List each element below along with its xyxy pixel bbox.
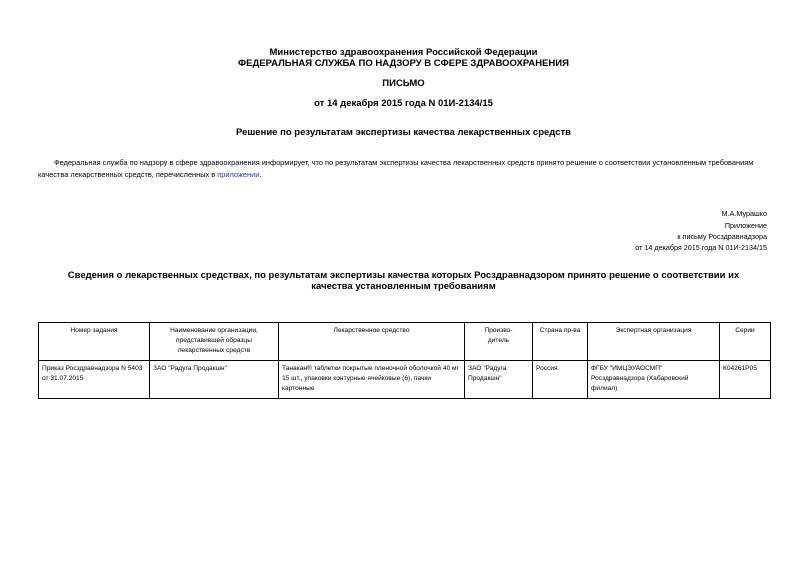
document-date: от 14 декабря 2015 года N 01И-2134/15 — [314, 98, 493, 109]
drugs-table — [38, 322, 771, 399]
cell-country: Россия — [533, 361, 588, 399]
header-task-number: Номер задания — [39, 323, 150, 361]
appendix-link[interactable]: приложении — [217, 170, 260, 179]
cell-series: К04261Р05 — [720, 361, 771, 399]
cell-drug: Танакан® таблетки покрытые пленочной оболочкой 40 мг 15 шт., упаковки контурные ячейковые (6), пачки картонные — [279, 361, 465, 399]
document-subject: Решение по результатам экспертизы качества лекарственных средств — [236, 127, 571, 138]
appendix-title: Сведения о лекарственных средствах, по результатам экспертизы качества которых Росздравнадзором принято решение о соответствии их качества установленным требованиям — [67, 270, 740, 292]
body-paragraph — [38, 157, 770, 181]
service-name: ФЕДЕРАЛЬНАЯ СЛУЖБА ПО НАДЗОРУ В СФЕРЕ ЗДРАВООХРАНЕНИЯ — [238, 58, 569, 69]
header-country: Страна пр-ва — [533, 323, 588, 361]
ministry-name: Министерство здравоохранения Российской Федерации — [269, 47, 538, 58]
cell-task-number: Приказ Росздравнадзора N 5403 от 31.07.2015 — [39, 361, 150, 399]
appendix-date: от 14 декабря 2015 года N 01И-2134/15 — [635, 243, 767, 252]
header-series: Серии — [720, 323, 771, 361]
cell-expert-organization: ФГБУ "ИМЦЭУАОСМП" Росздравнадзора (Хабаровский филиал) — [588, 361, 720, 399]
signature-name: М.А.Мурашко — [721, 209, 767, 218]
document-type: ПИСЬМО — [382, 78, 425, 89]
header-manufacturer: Произво- дитель — [465, 323, 533, 361]
header-drug: Лекарственное средство — [279, 323, 465, 361]
cell-manufacturer: ЗАО "Радуга Продакшн" — [465, 361, 533, 399]
body-text-start: Федеральная служба по надзору в сфере здравоохранения информирует, что по результатам экспертизы качества лекарственных средств принято решение о соответствии установленным требованиям качества лекарственных средств, перечисленных в — [38, 158, 754, 179]
table-row — [39, 361, 771, 399]
header-expert-organization: Экспертная организация — [588, 323, 720, 361]
appendix-label: Приложение — [724, 221, 767, 230]
cell-organization: ЗАО "Радуга Продакшн" — [150, 361, 279, 399]
table-header-row — [39, 323, 771, 361]
appendix-to-letter: к письму Росздравнадзора — [677, 232, 767, 241]
body-text-end: . — [259, 170, 262, 179]
header-organization: Наименование организации, представившей образцы лекарственных средств — [150, 323, 279, 361]
